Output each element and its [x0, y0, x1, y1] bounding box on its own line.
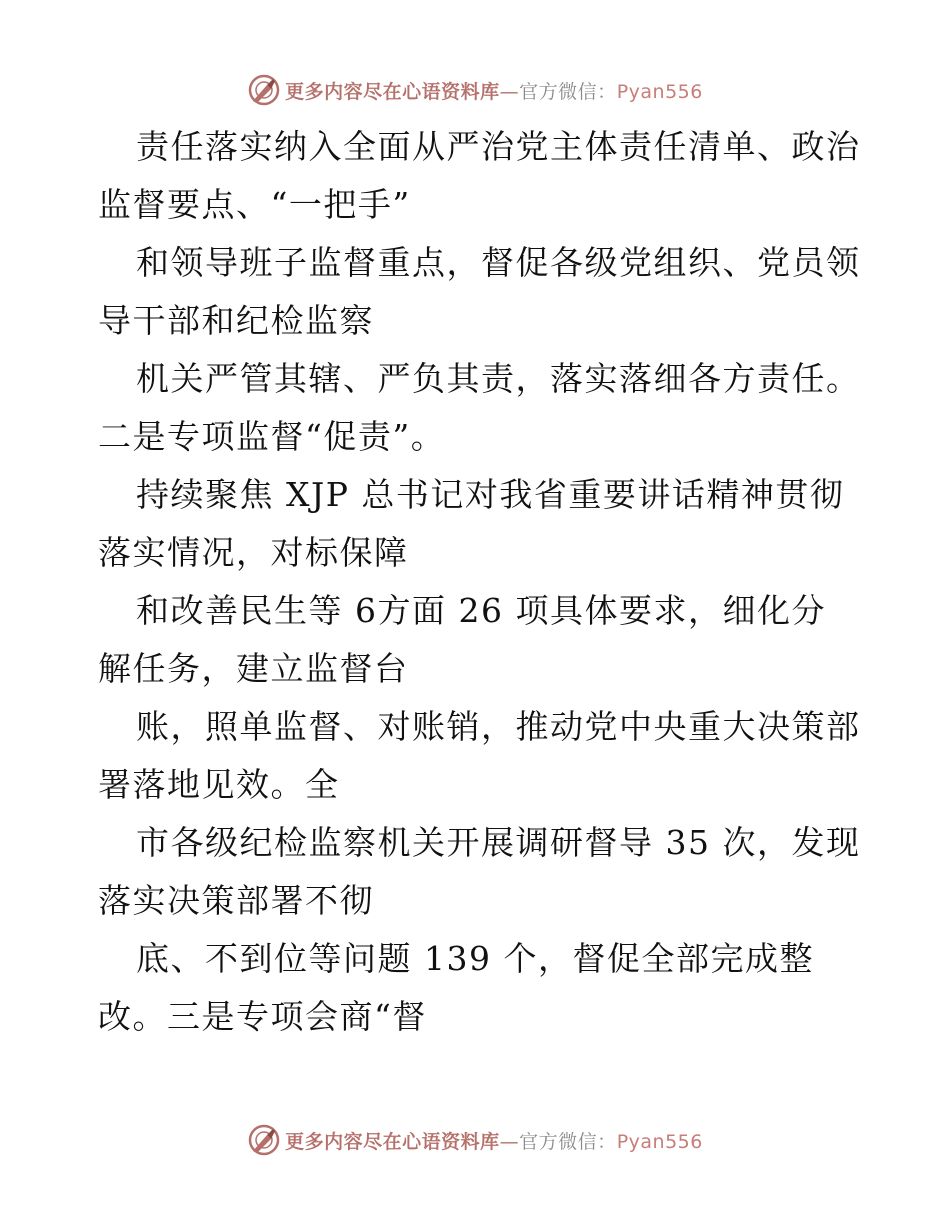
watermark-text: [285, 1127, 703, 1154]
watermark-wechat-label: 官方微信：: [519, 80, 617, 103]
paragraph-1: [98, 118, 861, 234]
paragraph-5-line1: 和改善民生等 6方面 26 项具体要求，细化分: [136, 591, 826, 630]
watermark-brand: 更多内容尽在心语资料库: [285, 1130, 500, 1153]
paragraph-8: [98, 930, 858, 1046]
paragraph-8-line1: 底、不到位等问题 139 个，督促全部完成整: [136, 939, 814, 978]
pen-nib-logo-icon: [247, 73, 281, 107]
paragraph-7-line1: 市各级纪检监察机关开展调研督导 35 次，发现: [136, 823, 861, 862]
watermark-brand: 更多内容尽在心语资料库: [285, 80, 500, 103]
document-body: [98, 118, 861, 1046]
watermark-dash: —: [499, 1130, 520, 1153]
paragraph-3-line2: 二是专项监督“促责”。: [98, 417, 446, 456]
paragraph-6-line1: 账，照单监督、对账销，推动党中央重大决策部: [136, 707, 861, 746]
paragraph-4-line1: 持续聚焦 XJP 总书记对我省重要讲话精神贯彻: [136, 475, 845, 514]
watermark-wechat-id: Pyan556: [616, 1130, 703, 1153]
paragraph-2: [98, 234, 861, 350]
paragraph-1-line1: 责任落实纳入全面从严治党主体责任清单、政治: [136, 127, 861, 166]
paragraph-8-line2: 改。三是专项会商“督: [98, 997, 427, 1036]
paragraph-4: [98, 466, 858, 582]
paragraph-6-line2: 署落地见效。全: [98, 765, 340, 804]
paragraph-5-line2: 解任务，建立监督台: [98, 649, 409, 688]
header-watermark: [0, 70, 950, 110]
paragraph-2-line2: 导干部和纪检监察: [98, 301, 374, 340]
watermark-wechat-label: 官方微信：: [519, 1130, 617, 1153]
paragraph-7-line2: 落实决策部署不彻: [98, 881, 374, 920]
footer-watermark: [0, 1120, 950, 1160]
paragraph-1-line2: 监督要点、“一把手”: [98, 185, 411, 224]
paragraph-3-line1: 机关严管其辖、严负其责，落实落细各方责任。: [136, 359, 861, 398]
paragraph-4-line2: 落实情况，对标保障: [98, 533, 409, 572]
paragraph-6: [98, 698, 861, 814]
paragraph-5: [98, 582, 858, 698]
paragraph-2-line1: 和领导班子监督重点，督促各级党组织、党员领: [136, 243, 861, 282]
watermark-text: [285, 77, 703, 104]
watermark-wechat-id: Pyan556: [616, 80, 703, 103]
paragraph-7: [98, 814, 861, 930]
paragraph-3: [98, 350, 861, 466]
pen-nib-logo-icon: [247, 1123, 281, 1157]
watermark-dash: —: [499, 80, 520, 103]
